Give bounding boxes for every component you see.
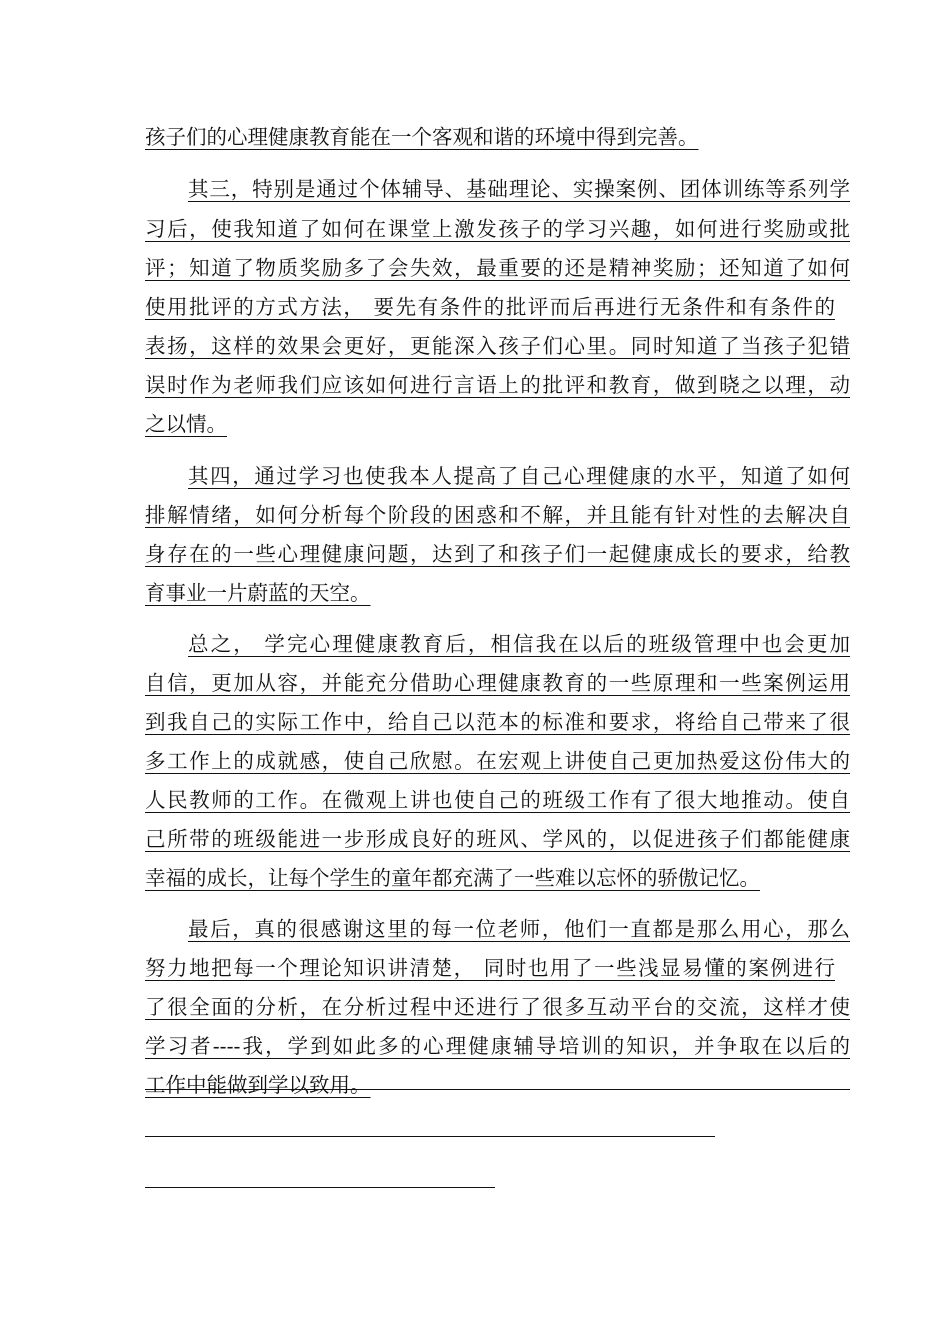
- text-line: 排解情绪，如何分析每个阶段的困惑和不解，并且能有针对性的去解决自: [145, 503, 850, 527]
- text-line: 育事业一片蔚蓝的天空。: [145, 581, 371, 605]
- text-line: 误时作为老师我们应该如何进行言语上的批评和教育，做到晓之以理，动: [145, 373, 850, 397]
- text-line: 学习者----我，学到如此多的心理健康辅导培训的知识，并争取在以后的: [145, 1034, 850, 1058]
- paragraph-first-line: 其四，通过学习也使我本人提高了自己心理健康的水平，知道了如何: [188, 464, 850, 488]
- text-line: 习后，使我知道了如何在课堂上激发孩子的学习兴趣，如何进行奖励或批: [145, 217, 850, 241]
- text-line: 多工作上的成就感，使自己欣慰。在宏观上讲使自己更加热爱这份伟大的: [145, 749, 850, 773]
- text-line: 了很全面的分析，在分析过程中还进行了很多互动平台的交流，这样才使: [145, 995, 850, 1019]
- blank-fill-line: [145, 1089, 850, 1090]
- text-line: 身存在的一些心理健康问题，达到了和孩子们一起健康成长的要求，给教: [145, 542, 850, 566]
- text-line: 努力地把每一个理论知识讲清楚， 同时也用了一些浅显易懂的案例进行: [145, 956, 835, 980]
- text-line: 使用批评的方式方法， 要先有条件的批评而后再进行无条件和有条件的: [145, 295, 835, 319]
- text-line: 人民教师的工作。在微观上讲也使自己的班级工作有了很大地推动。使自: [145, 788, 850, 812]
- paragraph-first-line: 总之， 学完心理健康教育后，相信我在以后的班级管理中也会更加: [188, 632, 850, 656]
- text-line: 孩子们的心理健康教育能在一个客观和谐的环境中得到完善。: [145, 125, 699, 149]
- text-line: 之以情。: [145, 412, 227, 436]
- text-line: 评；知道了物质奖励多了会失效，最重要的还是精神奖励；还知道了如何: [145, 256, 850, 280]
- text-line: 幸福的成长，让每个学生的童年都充满了一些难以忘怀的骄傲记忆。: [145, 866, 760, 890]
- blank-fill-line: [145, 1187, 495, 1188]
- text-line: 己所带的班级能进一步形成良好的班风、学风的，以促进孩子们都能健康: [145, 827, 850, 851]
- text-line: 工作中能做到学以致用。: [145, 1073, 371, 1097]
- paragraph-first-line: 其三，特别是通过个体辅导、基础理论、实操案例、团体训练等系列学: [188, 177, 850, 201]
- paragraph-first-line: 最后，真的很感谢这里的每一位老师，他们一直都是那么用心，那么: [188, 917, 850, 941]
- text-line: 自信，更加从容，并能充分借助心理健康教育的一些原理和一些案例运用: [145, 671, 850, 695]
- text-line: 到我自己的实际工作中，给自己以范本的标准和要求，将给自己带来了很: [145, 710, 850, 734]
- blank-fill-line: [145, 1136, 715, 1137]
- text-line: 表扬，这样的效果会更好，更能深入孩子们心里。同时知道了当孩子犯错: [145, 334, 850, 358]
